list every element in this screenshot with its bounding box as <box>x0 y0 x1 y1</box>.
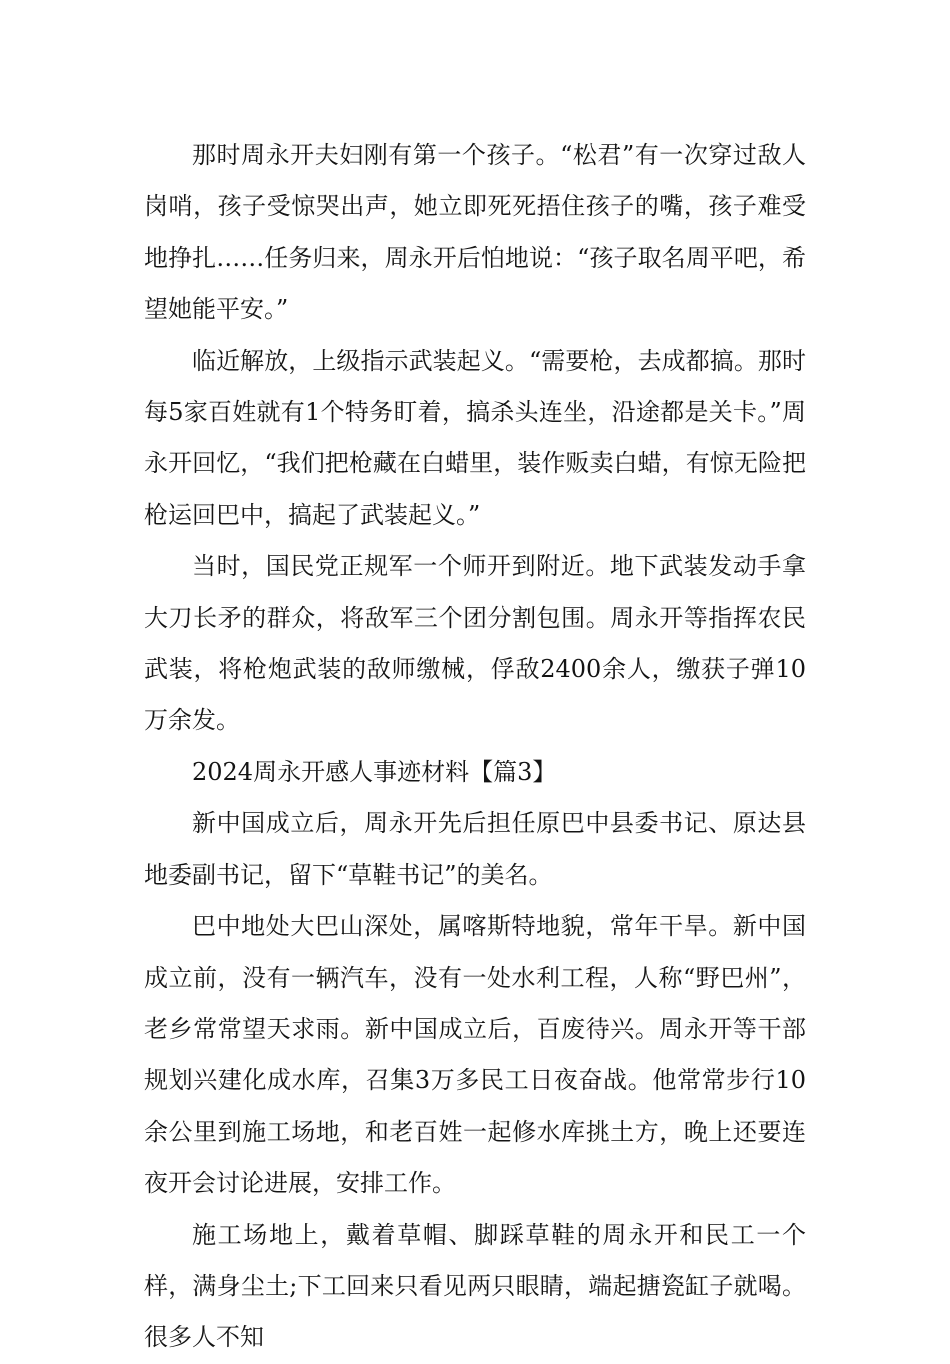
paragraph-5: 巴中地处大巴山深处，属喀斯特地貌，常年干旱。新中国成立前，没有一辆汽车，没有一处水利工程，人称“野巴州”，老乡常常望天求雨。新中国成立后，百废待兴。周永开等干部规划兴建化成水库，召集3万多民工日夜奋战。他常常步行10余公里到施工场地，和老百姓一起修水库挑土方，晚上还要连夜开会讨论进展，安排工作。 <box>144 912 806 1198</box>
paragraph-1: 那时周永开夫妇刚有第一个孩子。“松君”有一次穿过敌人岗哨，孩子受惊哭出声，她立即死死捂住孩子的嘴，孩子难受地挣扎……任务归来，周永开后怕地说：“孩子取名周平吧，希望她能平安。” <box>144 141 806 324</box>
paragraph-4: 新中国成立后，周永开先后担任原巴中县委书记、原达县地委副书记，留下“草鞋书记”的美名。 <box>144 809 806 889</box>
document-body <box>144 130 806 1364</box>
section-heading: 2024周永开感人事迹材料【篇3】 <box>192 757 557 786</box>
paragraph-3: 当时，国民党正规军一个师开到附近。地下武装发动手拿大刀长矛的群众，将敌军三个团分割包围。周永开等指挥农民武装，将枪炮武装的敌师缴械，俘敌2400余人，缴获子弹10万余发。 <box>144 552 806 735</box>
paragraph-6: 施工场地上，戴着草帽、脚踩草鞋的周永开和民工一个样，满身尘土;下工回来只看见两只眼睛，端起搪瓷缸子就喝。很多人不知 <box>144 1220 806 1352</box>
paragraph-2: 临近解放，上级指示武装起义。“需要枪，去成都搞。那时每5家百姓就有1个特务盯着，搞杀头连坐，沿途都是关卡。”周永开回忆，“我们把枪藏在白蜡里，装作贩卖白蜡，有惊无险把枪运回巴中，搞起了武装起义。” <box>144 346 806 529</box>
